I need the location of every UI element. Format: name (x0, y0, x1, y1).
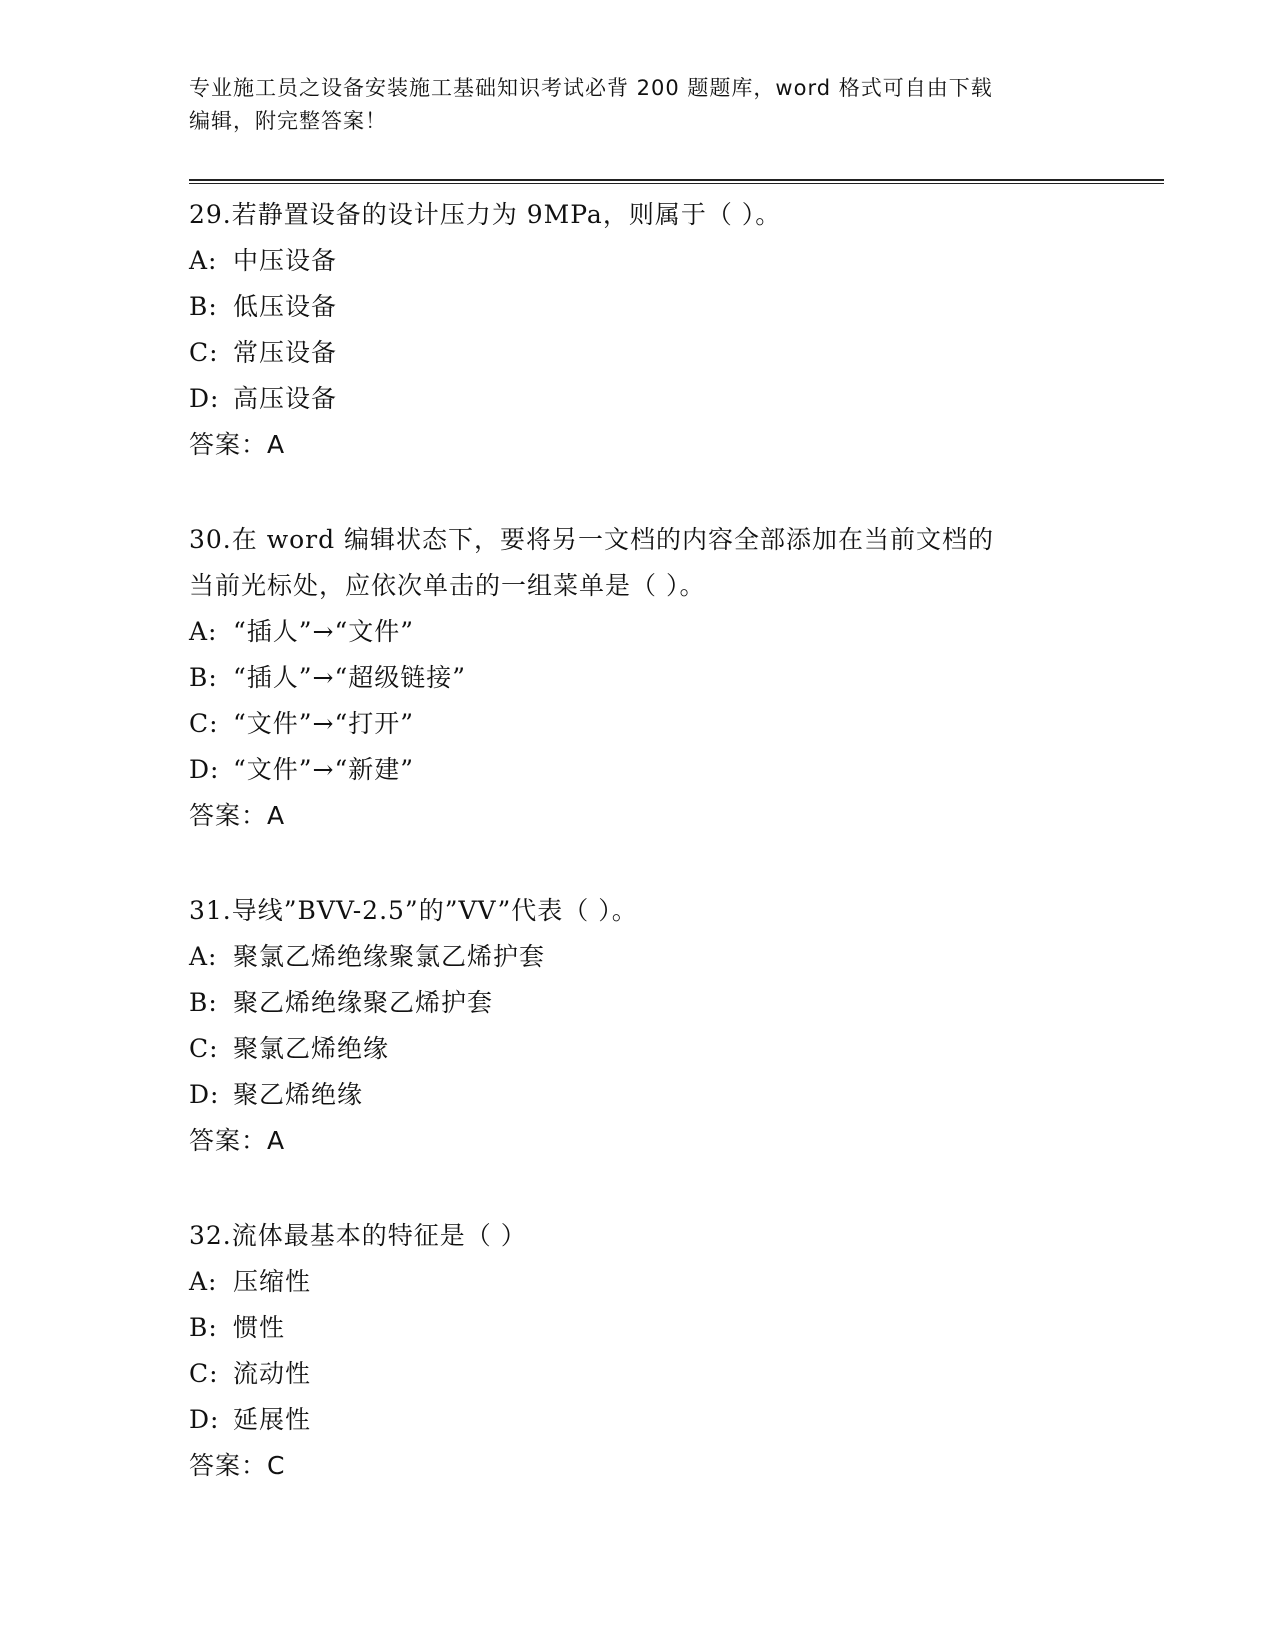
option-key: A: (189, 617, 218, 646)
option-text: 惯性 (233, 1313, 286, 1342)
option-key: B: (189, 1313, 218, 1342)
document-header (189, 72, 1089, 138)
option-text: 压缩性 (233, 1267, 312, 1296)
question-stem: 31.导线”BVV-2.5”的”VV”代表（ ）。 (189, 896, 638, 925)
answer-line: 答案：A (189, 801, 286, 830)
header-line-1: 专业施工员之设备安装施工基础知识考试必背 200 题题库，word 格式可自由下载 (189, 76, 993, 100)
option-d (189, 747, 1089, 793)
option-text: 聚氯乙烯绝缘聚氯乙烯护套 (233, 942, 546, 971)
question-30 (189, 517, 1089, 839)
option-key: C: (189, 709, 219, 738)
option-key: A: (189, 246, 218, 275)
question-stem-line-1: 30.在 word 编辑状态下，要将另一文档的内容全部添加在当前文档的 (189, 525, 995, 554)
option-text: 聚乙烯绝缘 (233, 1080, 364, 1109)
option-text: 常压设备 (233, 338, 338, 367)
option-text: 流动性 (233, 1359, 312, 1388)
option-b (189, 655, 1089, 701)
option-text: 低压设备 (233, 292, 338, 321)
option-text: 延展性 (233, 1405, 312, 1434)
option-d (189, 1397, 1089, 1443)
option-a (189, 1259, 1089, 1305)
question-stem-line-2: 当前光标处，应依次单击的一组菜单是（ ）。 (189, 571, 706, 600)
option-key: C: (189, 338, 219, 367)
option-b (189, 1305, 1089, 1351)
option-key: B: (189, 663, 218, 692)
question-stem: 32.流体最基本的特征是（ ） (189, 1221, 527, 1250)
question-list (189, 192, 1089, 1538)
option-text: 中压设备 (233, 246, 338, 275)
option-a (189, 238, 1089, 284)
option-key: D: (189, 1080, 220, 1109)
option-key: C: (189, 1359, 219, 1388)
option-key: C: (189, 1034, 219, 1063)
option-c (189, 1351, 1089, 1397)
option-text: “插人”→“超级链接” (233, 663, 467, 692)
option-text: 高压设备 (233, 384, 338, 413)
option-c (189, 330, 1089, 376)
option-c (189, 1026, 1089, 1072)
option-a (189, 934, 1089, 980)
question-31 (189, 888, 1089, 1164)
option-text: “插人”→“文件” (233, 617, 415, 646)
option-text: 聚乙烯绝缘聚乙烯护套 (233, 988, 494, 1017)
header-divider-thick (189, 179, 1164, 181)
option-b (189, 980, 1089, 1026)
option-key: D: (189, 1405, 220, 1434)
option-d (189, 1072, 1089, 1118)
option-key: D: (189, 755, 220, 784)
option-key: D: (189, 384, 220, 413)
option-a (189, 609, 1089, 655)
answer-line: 答案：A (189, 430, 286, 459)
question-29 (189, 192, 1089, 468)
header-divider-thin (189, 183, 1164, 184)
option-key: B: (189, 988, 218, 1017)
option-d (189, 376, 1089, 422)
answer-line: 答案：C (189, 1451, 286, 1480)
option-key: A: (189, 942, 218, 971)
option-key: B: (189, 292, 218, 321)
option-key: A: (189, 1267, 218, 1296)
option-b (189, 284, 1089, 330)
option-text: 聚氯乙烯绝缘 (233, 1034, 390, 1063)
question-stem: 29.若静置设备的设计压力为 9MPa，则属于（ ）。 (189, 200, 782, 229)
option-c (189, 701, 1089, 747)
option-text: “文件”→“打开” (233, 709, 415, 738)
header-line-2: 编辑，附完整答案！ (189, 109, 387, 133)
question-32 (189, 1213, 1089, 1489)
answer-line: 答案：A (189, 1126, 286, 1155)
option-text: “文件”→“新建” (233, 755, 415, 784)
